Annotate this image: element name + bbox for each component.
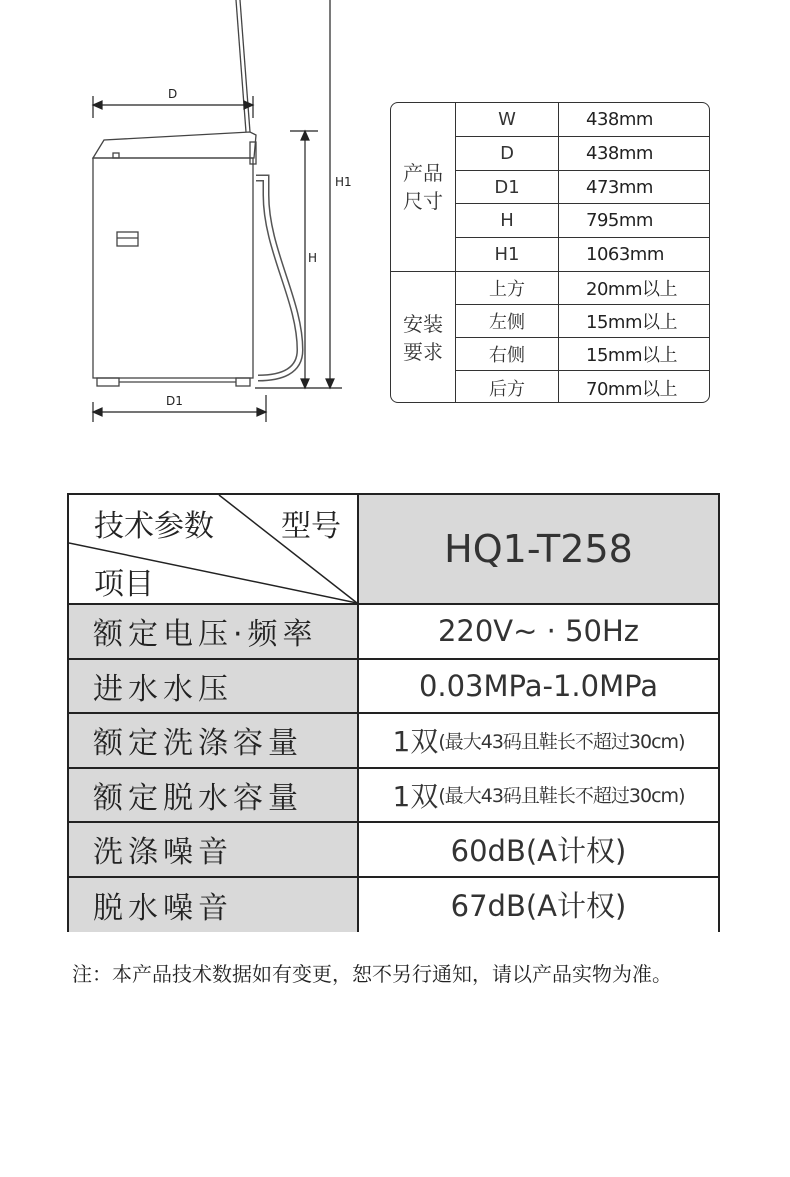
table-row (69, 660, 718, 715)
table-row (456, 272, 709, 305)
group-product-size (391, 103, 456, 271)
row-key: 上方 (456, 272, 559, 304)
spec-label: 额定洗涤容量 (69, 714, 359, 767)
table-row (456, 171, 709, 204)
table-row (456, 204, 709, 238)
group-label: 安装要求 (403, 311, 443, 364)
spec-value: 60dB(A计权) (359, 823, 718, 876)
row-key: 后方 (456, 371, 559, 403)
row-value: 1063mm (586, 244, 664, 265)
table-row (456, 305, 709, 338)
row-key: 左侧 (456, 305, 559, 337)
row-key: D (456, 137, 559, 170)
row-value: 20mm以上 (586, 279, 677, 300)
row-key: W (456, 103, 559, 136)
spec-value (359, 714, 718, 767)
spec-label: 进水水压 (69, 660, 359, 713)
spec-value: 0.03MPa-1.0MPa (359, 660, 718, 713)
row-key: H (456, 204, 559, 237)
table-row (456, 338, 709, 371)
dimension-diagram (0, 0, 380, 430)
dimension-lines (93, 0, 342, 422)
row-value: 473mm (586, 176, 653, 198)
footnote: 注：本产品技术数据如有变更，恕不另行通知，请以产品实物为准。 (72, 962, 672, 986)
table-row (456, 137, 709, 171)
label-d: D (168, 87, 178, 101)
row-value: 438mm (586, 109, 653, 130)
row-value: 15mm以上 (586, 345, 677, 366)
group-label: 产品尺寸 (403, 161, 443, 213)
model-cell: HQ1-T258 (359, 495, 718, 605)
label-h: H (308, 251, 318, 265)
label-d1: D1 (166, 394, 183, 408)
group-install-req (391, 271, 456, 403)
spec-value (359, 769, 718, 822)
spec-value-main: 1双 (392, 725, 439, 759)
spec-value-main: 1双 (392, 779, 439, 813)
table-row (456, 103, 709, 137)
spec-value: 220V~ · 50Hz (359, 605, 718, 658)
table-row (69, 605, 718, 660)
header-model: 型号 (281, 509, 341, 544)
header-tech-params: 技术参数 (94, 509, 214, 544)
table-row (69, 878, 718, 933)
spec-value-note: (最大43码且鞋长不超过30cm) (438, 730, 685, 753)
row-value: 438mm (586, 143, 653, 164)
table-row (69, 823, 718, 878)
spec-value: 67dB(A计权) (359, 878, 718, 933)
row-key: 右侧 (456, 338, 559, 370)
spec-header-cell (69, 495, 359, 605)
row-key: D1 (456, 171, 559, 203)
row-value: 70mm以上 (586, 378, 677, 400)
spec-value-note: (最大43码且鞋长不超过30cm) (438, 785, 685, 808)
machine-outline (93, 0, 300, 386)
spec-label: 额定脱水容量 (69, 769, 359, 822)
row-value: 15mm以上 (586, 312, 677, 333)
row-value: 795mm (586, 210, 653, 231)
table-row (69, 714, 718, 769)
row-key: H1 (456, 238, 559, 271)
spec-label: 脱水噪音 (69, 878, 359, 933)
table-row (69, 769, 718, 824)
label-h1: H1 (335, 175, 352, 189)
table-row (456, 371, 709, 403)
spec-table (67, 493, 720, 932)
header-item: 项目 (94, 567, 154, 602)
dimensions-table (390, 102, 710, 403)
spec-label: 洗涤噪音 (69, 823, 359, 876)
spec-label: 额定电压·频率 (69, 605, 359, 658)
table-row (456, 238, 709, 271)
